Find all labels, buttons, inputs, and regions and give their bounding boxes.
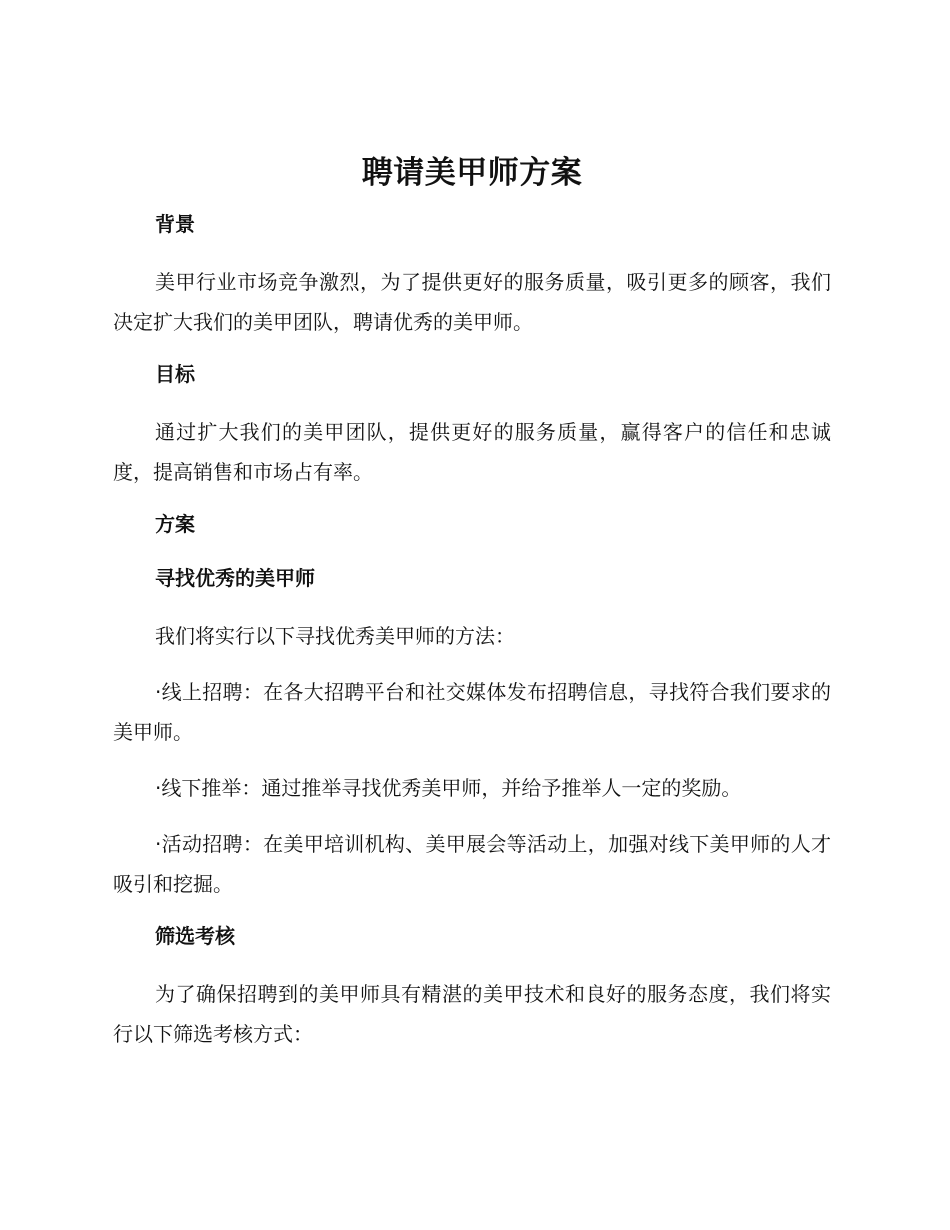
section-heading-goal: 目标	[155, 362, 195, 386]
bullet-item	[113, 768, 831, 808]
bullet-text: 线上招聘：在各大招聘平台和社交媒体发布招聘信息，寻找符合我们要求的美甲师。	[113, 680, 831, 744]
subsection-heading-screening: 筛选考核	[155, 924, 235, 948]
screening-paragraph: 为了确保招聘到的美甲师具有精湛的美甲技术和良好的服务态度，我们将实行以下筛选考核方式：	[113, 982, 831, 1046]
find-intro-paragraph: 我们将实行以下寻找优秀美甲师的方法：	[155, 624, 515, 648]
section-heading-plan: 方案	[155, 512, 195, 536]
bullet-text: 活动招聘：在美甲培训机构、美甲展会等活动上，加强对线下美甲师的人才吸引和挖掘。	[113, 832, 831, 896]
bullet-item	[113, 672, 831, 752]
goal-paragraph: 通过扩大我们的美甲团队，提供更好的服务质量，赢得客户的信任和忠诚度，提高销售和市场占有率。	[113, 420, 831, 484]
bullet-item	[113, 824, 831, 904]
bullet-marker: ·	[155, 680, 162, 704]
section-heading-background: 背景	[155, 212, 195, 236]
document-title: 聘请美甲师方案	[361, 155, 583, 191]
bullet-marker: ·	[155, 776, 162, 800]
document-page	[113, 150, 831, 1070]
subsection-heading-find: 寻找优秀的美甲师	[155, 566, 315, 590]
bullet-text: 线下推举：通过推举寻找优秀美甲师，并给予推举人一定的奖励。	[161, 776, 742, 800]
bullet-marker: ·	[155, 832, 162, 856]
background-paragraph: 美甲行业市场竞争激烈，为了提供更好的服务质量，吸引更多的顾客，我们决定扩大我们的美甲团队，聘请优秀的美甲师。	[113, 270, 831, 334]
